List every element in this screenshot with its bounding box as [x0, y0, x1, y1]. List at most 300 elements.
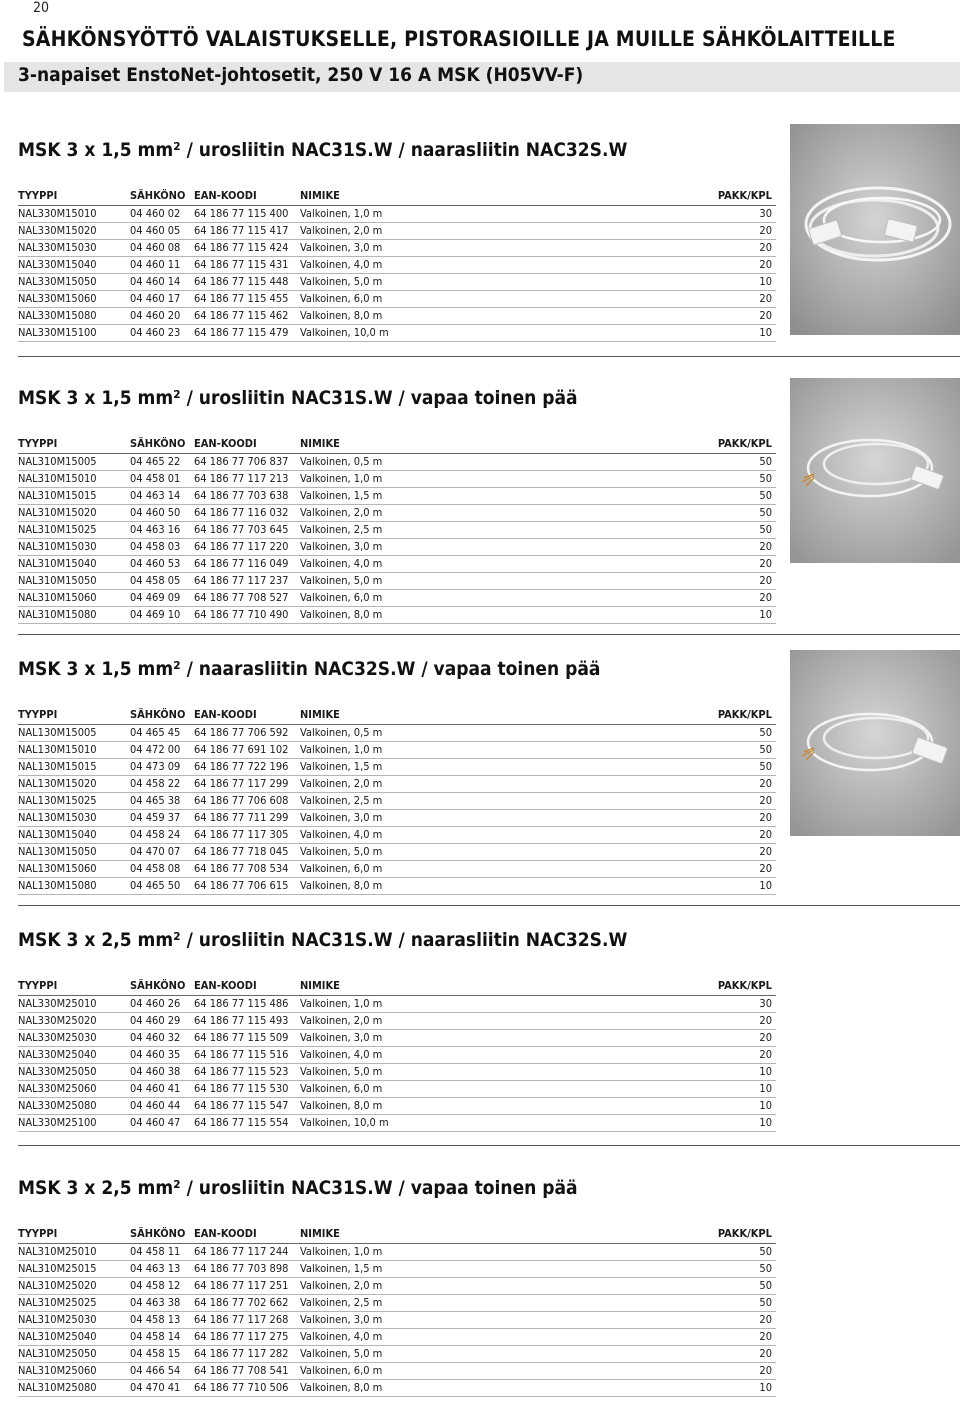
ean-cell: 64 186 77 115 547: [194, 1098, 300, 1115]
pack-cell: 20: [600, 1329, 776, 1346]
ean-cell: 64 186 77 115 424: [194, 240, 300, 257]
table-row: [18, 291, 776, 308]
type-cell: NAL330M25060: [18, 1081, 130, 1098]
sahkono-cell: 04 460 47: [130, 1115, 194, 1132]
type-cell: NAL310M25020: [18, 1278, 130, 1295]
sahkono-cell: 04 466 54: [130, 1363, 194, 1380]
pack-cell: 20: [600, 861, 776, 878]
table-row: [18, 1047, 776, 1064]
pack-cell: 20: [600, 240, 776, 257]
name-cell: Valkoinen, 6,0 m: [300, 861, 600, 878]
name-cell: Valkoinen, 4,0 m: [300, 1329, 600, 1346]
pack-cell: 50: [600, 1244, 776, 1261]
ean-cell: 64 186 77 115 479: [194, 325, 300, 342]
type-cell: NAL310M15030: [18, 539, 130, 556]
ean-cell: 64 186 77 115 554: [194, 1115, 300, 1132]
column-header-ean: EAN-KOODI: [194, 435, 300, 454]
type-cell: NAL310M25060: [18, 1363, 130, 1380]
pack-cell: 20: [600, 556, 776, 573]
ean-cell: 64 186 77 708 527: [194, 590, 300, 607]
ean-cell: 64 186 77 710 490: [194, 607, 300, 624]
type-cell: NAL330M25020: [18, 1013, 130, 1030]
sahkono-cell: 04 458 13: [130, 1312, 194, 1329]
name-cell: Valkoinen, 2,0 m: [300, 223, 600, 240]
table-row: [18, 1346, 776, 1363]
ean-cell: 64 186 77 116 032: [194, 505, 300, 522]
sahkono-cell: 04 470 41: [130, 1380, 194, 1397]
type-cell: NAL310M25010: [18, 1244, 130, 1261]
type-cell: NAL330M15060: [18, 291, 130, 308]
ean-cell: 64 186 77 115 509: [194, 1030, 300, 1047]
sahkono-cell: 04 458 22: [130, 776, 194, 793]
column-header-name: NIMIKE: [300, 435, 600, 454]
sahkono-cell: 04 470 07: [130, 844, 194, 861]
table-row: [18, 1312, 776, 1329]
pack-cell: 20: [600, 1363, 776, 1380]
type-cell: NAL330M25080: [18, 1098, 130, 1115]
column-header-ean: EAN-KOODI: [194, 1225, 300, 1244]
sahkono-cell: 04 460 35: [130, 1047, 194, 1064]
type-cell: NAL310M15020: [18, 505, 130, 522]
ean-cell: 64 186 77 117 282: [194, 1346, 300, 1363]
table-row: [18, 471, 776, 488]
name-cell: Valkoinen, 10,0 m: [300, 325, 600, 342]
table-row: [18, 539, 776, 556]
name-cell: Valkoinen, 5,0 m: [300, 1064, 600, 1081]
pack-cell: 20: [600, 844, 776, 861]
table-header-row: [18, 435, 776, 454]
pack-cell: 20: [600, 1346, 776, 1363]
sahkono-cell: 04 460 29: [130, 1013, 194, 1030]
type-cell: NAL310M25040: [18, 1329, 130, 1346]
ean-cell: 64 186 77 115 493: [194, 1013, 300, 1030]
pack-cell: 20: [600, 1030, 776, 1047]
sahkono-cell: 04 460 02: [130, 206, 194, 223]
name-cell: Valkoinen, 3,0 m: [300, 1312, 600, 1329]
type-cell: NAL130M15060: [18, 861, 130, 878]
sahkono-cell: 04 460 14: [130, 274, 194, 291]
table-row: [18, 1081, 776, 1098]
product-table: [18, 706, 776, 895]
sahkono-cell: 04 469 09: [130, 590, 194, 607]
type-cell: NAL310M25080: [18, 1380, 130, 1397]
column-header-name: NIMIKE: [300, 187, 600, 206]
name-cell: Valkoinen, 1,0 m: [300, 1244, 600, 1261]
ean-cell: 64 186 77 117 251: [194, 1278, 300, 1295]
name-cell: Valkoinen, 4,0 m: [300, 1047, 600, 1064]
sahkono-cell: 04 460 11: [130, 257, 194, 274]
column-header-sahkono: SÄHKÖNO: [130, 435, 194, 454]
column-header-name: NIMIKE: [300, 706, 600, 725]
type-cell: NAL130M15030: [18, 810, 130, 827]
table-row: [18, 1363, 776, 1380]
ean-cell: 64 186 77 115 516: [194, 1047, 300, 1064]
sahkono-cell: 04 460 20: [130, 308, 194, 325]
pack-cell: 50: [600, 454, 776, 471]
type-cell: NAL310M15050: [18, 573, 130, 590]
ean-cell: 64 186 77 718 045: [194, 844, 300, 861]
section-title: MSK 3 x 2,5 mm² / urosliitin NAC31S.W / naarasliitin NAC32S.W: [18, 929, 628, 951]
name-cell: Valkoinen, 2,5 m: [300, 522, 600, 539]
ean-cell: 64 186 77 703 898: [194, 1261, 300, 1278]
table-row: [18, 488, 776, 505]
cable-with-two-connectors-image: [790, 124, 960, 335]
table-row: [18, 878, 776, 895]
table-row: [18, 573, 776, 590]
section-divider: [18, 905, 960, 906]
table-row: [18, 742, 776, 759]
column-header-sahkono: SÄHKÖNO: [130, 187, 194, 206]
name-cell: Valkoinen, 4,0 m: [300, 257, 600, 274]
column-header-type: TYYPPI: [18, 977, 130, 996]
sahkono-cell: 04 469 10: [130, 607, 194, 624]
name-cell: Valkoinen, 3,0 m: [300, 810, 600, 827]
pack-cell: 50: [600, 725, 776, 742]
pack-cell: 20: [600, 776, 776, 793]
column-header-type: TYYPPI: [18, 706, 130, 725]
type-cell: NAL330M25050: [18, 1064, 130, 1081]
ean-cell: 64 186 77 116 049: [194, 556, 300, 573]
name-cell: Valkoinen, 4,0 m: [300, 827, 600, 844]
column-header-name: NIMIKE: [300, 977, 600, 996]
product-table: [18, 1225, 776, 1397]
type-cell: NAL330M25040: [18, 1047, 130, 1064]
pack-cell: 10: [600, 1380, 776, 1397]
sahkono-cell: 04 463 16: [130, 522, 194, 539]
ean-cell: 64 186 77 115 455: [194, 291, 300, 308]
section-divider: [18, 634, 960, 635]
column-header-ean: EAN-KOODI: [194, 706, 300, 725]
table-row: [18, 607, 776, 624]
pack-cell: 10: [600, 325, 776, 342]
sahkono-cell: 04 472 00: [130, 742, 194, 759]
type-cell: NAL310M25030: [18, 1312, 130, 1329]
type-cell: NAL310M15080: [18, 607, 130, 624]
pack-cell: 20: [600, 257, 776, 274]
name-cell: Valkoinen, 8,0 m: [300, 1098, 600, 1115]
sahkono-cell: 04 463 14: [130, 488, 194, 505]
ean-cell: 64 186 77 703 645: [194, 522, 300, 539]
sahkono-cell: 04 460 53: [130, 556, 194, 573]
ean-cell: 64 186 77 691 102: [194, 742, 300, 759]
table-row: [18, 257, 776, 274]
sahkono-cell: 04 458 11: [130, 1244, 194, 1261]
name-cell: Valkoinen, 2,5 m: [300, 793, 600, 810]
name-cell: Valkoinen, 3,0 m: [300, 1030, 600, 1047]
table-row: [18, 556, 776, 573]
pack-cell: 50: [600, 1261, 776, 1278]
type-cell: NAL330M15020: [18, 223, 130, 240]
sahkono-cell: 04 458 01: [130, 471, 194, 488]
type-cell: NAL130M15025: [18, 793, 130, 810]
ean-cell: 64 186 77 117 275: [194, 1329, 300, 1346]
table-header-row: [18, 187, 776, 206]
pack-cell: 10: [600, 1098, 776, 1115]
type-cell: NAL330M25030: [18, 1030, 130, 1047]
pack-cell: 10: [600, 878, 776, 895]
pack-cell: 50: [600, 1295, 776, 1312]
pack-cell: 20: [600, 810, 776, 827]
table-header-row: [18, 977, 776, 996]
ean-cell: 64 186 77 117 244: [194, 1244, 300, 1261]
name-cell: Valkoinen, 1,5 m: [300, 759, 600, 776]
column-header-pack: PAKK/KPL: [600, 435, 776, 454]
sahkono-cell: 04 458 14: [130, 1329, 194, 1346]
pack-cell: 10: [600, 607, 776, 624]
product-table: [18, 977, 776, 1132]
ean-cell: 64 186 77 115 417: [194, 223, 300, 240]
sahkono-cell: 04 460 26: [130, 996, 194, 1013]
type-cell: NAL330M15030: [18, 240, 130, 257]
ean-cell: 64 186 77 115 486: [194, 996, 300, 1013]
page-subtitle: 3-napaiset EnstoNet-johtosetit, 250 V 16 A MSK (H05VV-F): [18, 64, 584, 86]
pack-cell: 20: [600, 539, 776, 556]
sahkono-cell: 04 459 37: [130, 810, 194, 827]
sahkono-cell: 04 465 45: [130, 725, 194, 742]
pack-cell: 10: [600, 274, 776, 291]
sahkono-cell: 04 465 50: [130, 878, 194, 895]
page-number: 20: [33, 0, 50, 16]
name-cell: Valkoinen, 8,0 m: [300, 878, 600, 895]
sahkono-cell: 04 460 41: [130, 1081, 194, 1098]
ean-cell: 64 186 77 706 592: [194, 725, 300, 742]
type-cell: NAL330M15040: [18, 257, 130, 274]
table-row: [18, 844, 776, 861]
column-header-name: NIMIKE: [300, 1225, 600, 1244]
name-cell: Valkoinen, 5,0 m: [300, 274, 600, 291]
ean-cell: 64 186 77 708 541: [194, 1363, 300, 1380]
column-header-sahkono: SÄHKÖNO: [130, 706, 194, 725]
ean-cell: 64 186 77 115 523: [194, 1064, 300, 1081]
table-row: [18, 1030, 776, 1047]
column-header-type: TYYPPI: [18, 187, 130, 206]
pack-cell: 50: [600, 759, 776, 776]
sahkono-cell: 04 460 05: [130, 223, 194, 240]
section-title: MSK 3 x 1,5 mm² / urosliitin NAC31S.W / naarasliitin NAC32S.W: [18, 139, 628, 161]
pack-cell: 10: [600, 1064, 776, 1081]
table-row: [18, 996, 776, 1013]
ean-cell: 64 186 77 117 268: [194, 1312, 300, 1329]
table-row: [18, 776, 776, 793]
name-cell: Valkoinen, 1,5 m: [300, 1261, 600, 1278]
name-cell: Valkoinen, 8,0 m: [300, 1380, 600, 1397]
ean-cell: 64 186 77 702 662: [194, 1295, 300, 1312]
type-cell: NAL310M25025: [18, 1295, 130, 1312]
type-cell: NAL330M25010: [18, 996, 130, 1013]
page-title: SÄHKÖNSYÖTTÖ VALAISTUKSELLE, PISTORASIOILLE JA MUILLE SÄHKÖLAITTEILLE: [22, 27, 896, 51]
type-cell: NAL310M15005: [18, 454, 130, 471]
table-row: [18, 1098, 776, 1115]
table-row: [18, 1278, 776, 1295]
pack-cell: 20: [600, 308, 776, 325]
cable-with-male-connector-image: [790, 378, 960, 563]
table-row: [18, 1380, 776, 1397]
ean-cell: 64 186 77 708 534: [194, 861, 300, 878]
pack-cell: 50: [600, 522, 776, 539]
name-cell: Valkoinen, 5,0 m: [300, 844, 600, 861]
column-header-pack: PAKK/KPL: [600, 977, 776, 996]
pack-cell: 20: [600, 223, 776, 240]
table-row: [18, 325, 776, 342]
pack-cell: 50: [600, 488, 776, 505]
ean-cell: 64 186 77 115 462: [194, 308, 300, 325]
ean-cell: 64 186 77 115 530: [194, 1081, 300, 1098]
type-cell: NAL130M15040: [18, 827, 130, 844]
sahkono-cell: 04 463 38: [130, 1295, 194, 1312]
ean-cell: 64 186 77 706 837: [194, 454, 300, 471]
ean-cell: 64 186 77 706 615: [194, 878, 300, 895]
sahkono-cell: 04 460 23: [130, 325, 194, 342]
table-row: [18, 505, 776, 522]
table-row: [18, 206, 776, 223]
pack-cell: 50: [600, 1278, 776, 1295]
name-cell: Valkoinen, 2,0 m: [300, 505, 600, 522]
type-cell: NAL330M15050: [18, 274, 130, 291]
table-row: [18, 759, 776, 776]
column-header-sahkono: SÄHKÖNO: [130, 977, 194, 996]
type-cell: NAL330M15010: [18, 206, 130, 223]
table-row: [18, 274, 776, 291]
product-photo: [790, 650, 960, 836]
section-divider: [18, 356, 960, 357]
section-title: MSK 3 x 2,5 mm² / urosliitin NAC31S.W / vapaa toinen pää: [18, 1177, 578, 1199]
name-cell: Valkoinen, 2,5 m: [300, 1295, 600, 1312]
column-header-ean: EAN-KOODI: [194, 187, 300, 206]
pack-cell: 20: [600, 1013, 776, 1030]
table-row: [18, 590, 776, 607]
type-cell: NAL310M15060: [18, 590, 130, 607]
sahkono-cell: 04 465 38: [130, 793, 194, 810]
pack-cell: 50: [600, 742, 776, 759]
type-cell: NAL310M15010: [18, 471, 130, 488]
product-photo: [790, 378, 960, 563]
ean-cell: 64 186 77 703 638: [194, 488, 300, 505]
name-cell: Valkoinen, 0,5 m: [300, 454, 600, 471]
table-row: [18, 1115, 776, 1132]
table-row: [18, 810, 776, 827]
type-cell: NAL310M15025: [18, 522, 130, 539]
table-row: [18, 240, 776, 257]
sahkono-cell: 04 465 22: [130, 454, 194, 471]
pack-cell: 20: [600, 1047, 776, 1064]
column-header-pack: PAKK/KPL: [600, 187, 776, 206]
table-header-row: [18, 706, 776, 725]
type-cell: NAL130M15005: [18, 725, 130, 742]
sahkono-cell: 04 460 44: [130, 1098, 194, 1115]
name-cell: Valkoinen, 1,0 m: [300, 996, 600, 1013]
product-photo: [790, 124, 960, 335]
ean-cell: 64 186 77 117 220: [194, 539, 300, 556]
table-row: [18, 827, 776, 844]
name-cell: Valkoinen, 8,0 m: [300, 308, 600, 325]
table-row: [18, 1064, 776, 1081]
name-cell: Valkoinen, 6,0 m: [300, 1081, 600, 1098]
column-header-type: TYYPPI: [18, 435, 130, 454]
ean-cell: 64 186 77 115 431: [194, 257, 300, 274]
sahkono-cell: 04 460 17: [130, 291, 194, 308]
table-row: [18, 861, 776, 878]
pack-cell: 20: [600, 827, 776, 844]
name-cell: Valkoinen, 1,0 m: [300, 742, 600, 759]
table-row: [18, 793, 776, 810]
column-header-pack: PAKK/KPL: [600, 706, 776, 725]
ean-cell: 64 186 77 117 213: [194, 471, 300, 488]
sahkono-cell: 04 460 08: [130, 240, 194, 257]
name-cell: Valkoinen, 6,0 m: [300, 1363, 600, 1380]
type-cell: NAL330M15080: [18, 308, 130, 325]
ean-cell: 64 186 77 711 299: [194, 810, 300, 827]
ean-cell: 64 186 77 115 448: [194, 274, 300, 291]
pack-cell: 20: [600, 590, 776, 607]
table-row: [18, 454, 776, 471]
sahkono-cell: 04 458 08: [130, 861, 194, 878]
name-cell: Valkoinen, 0,5 m: [300, 725, 600, 742]
table-row: [18, 1244, 776, 1261]
cable-with-female-connector-image: [790, 650, 960, 836]
type-cell: NAL130M15020: [18, 776, 130, 793]
name-cell: Valkoinen, 6,0 m: [300, 590, 600, 607]
sahkono-cell: 04 458 12: [130, 1278, 194, 1295]
sahkono-cell: 04 460 32: [130, 1030, 194, 1047]
ean-cell: 64 186 77 706 608: [194, 793, 300, 810]
table-row: [18, 1295, 776, 1312]
table-row: [18, 308, 776, 325]
name-cell: Valkoinen, 1,0 m: [300, 471, 600, 488]
column-header-type: TYYPPI: [18, 1225, 130, 1244]
sahkono-cell: 04 460 38: [130, 1064, 194, 1081]
name-cell: Valkoinen, 5,0 m: [300, 1346, 600, 1363]
name-cell: Valkoinen, 6,0 m: [300, 291, 600, 308]
ean-cell: 64 186 77 115 400: [194, 206, 300, 223]
name-cell: Valkoinen, 1,0 m: [300, 206, 600, 223]
name-cell: Valkoinen, 10,0 m: [300, 1115, 600, 1132]
type-cell: NAL310M15040: [18, 556, 130, 573]
pack-cell: 10: [600, 1081, 776, 1098]
pack-cell: 30: [600, 996, 776, 1013]
sahkono-cell: 04 473 09: [130, 759, 194, 776]
type-cell: NAL330M25100: [18, 1115, 130, 1132]
sahkono-cell: 04 463 13: [130, 1261, 194, 1278]
ean-cell: 64 186 77 117 299: [194, 776, 300, 793]
column-header-pack: PAKK/KPL: [600, 1225, 776, 1244]
type-cell: NAL130M15050: [18, 844, 130, 861]
type-cell: NAL130M15015: [18, 759, 130, 776]
name-cell: Valkoinen, 5,0 m: [300, 573, 600, 590]
type-cell: NAL310M25050: [18, 1346, 130, 1363]
type-cell: NAL130M15010: [18, 742, 130, 759]
name-cell: Valkoinen, 2,0 m: [300, 776, 600, 793]
table-row: [18, 223, 776, 240]
sahkono-cell: 04 458 15: [130, 1346, 194, 1363]
pack-cell: 50: [600, 471, 776, 488]
sahkono-cell: 04 458 05: [130, 573, 194, 590]
sahkono-cell: 04 458 24: [130, 827, 194, 844]
column-header-ean: EAN-KOODI: [194, 977, 300, 996]
section-divider: [18, 1145, 960, 1146]
ean-cell: 64 186 77 117 237: [194, 573, 300, 590]
section-title: MSK 3 x 1,5 mm² / urosliitin NAC31S.W / vapaa toinen pää: [18, 387, 578, 409]
pack-cell: 20: [600, 793, 776, 810]
product-table: [18, 435, 776, 624]
pack-cell: 20: [600, 573, 776, 590]
table-row: [18, 725, 776, 742]
ean-cell: 64 186 77 117 305: [194, 827, 300, 844]
section-title: MSK 3 x 1,5 mm² / naarasliitin NAC32S.W / vapaa toinen pää: [18, 658, 601, 680]
type-cell: NAL330M15100: [18, 325, 130, 342]
name-cell: Valkoinen, 2,0 m: [300, 1278, 600, 1295]
name-cell: Valkoinen, 3,0 m: [300, 539, 600, 556]
name-cell: Valkoinen, 1,5 m: [300, 488, 600, 505]
